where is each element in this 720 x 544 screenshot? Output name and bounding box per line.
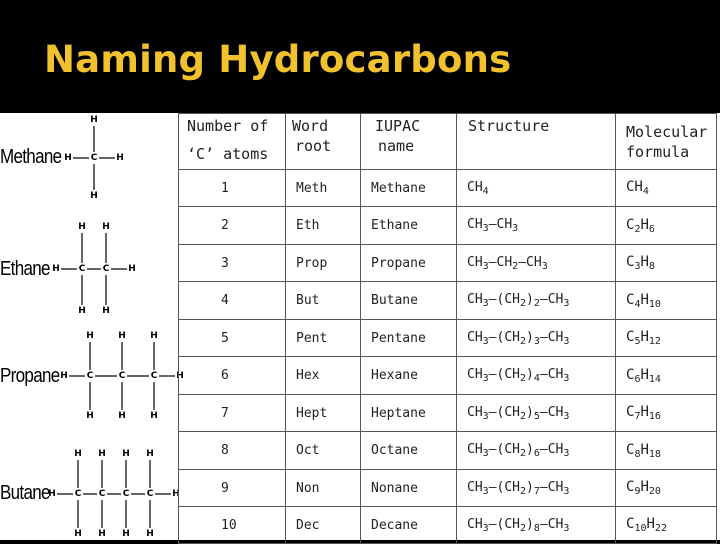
structure-cell: $CH_3—(CH_2)_3—CH_3$ (457, 320, 616, 357)
hydrogen-atom: H (52, 264, 60, 274)
carbon-atom: C (146, 489, 154, 499)
carbon-count-cell: 2 (179, 207, 286, 245)
methane-structure (0, 113, 178, 213)
hydrogen-atom: H (176, 371, 184, 381)
hydrogen-atom: H (128, 264, 136, 274)
word-root-cell: Eth (286, 207, 361, 245)
iupac-name-cell: Heptane (361, 395, 457, 432)
molecular-formula-cell: $C_3H_8$ (616, 245, 717, 282)
carbon-count-cell: 1 (179, 170, 286, 207)
carbon-atom: C (90, 153, 98, 163)
structure-cell: $CH_3—CH_3$ (457, 207, 616, 245)
page-title: Naming Hydrocarbons (44, 38, 512, 81)
header-formula (616, 114, 717, 170)
structure-cell: $CH_3—(CH_2)_8—CH_3$ (457, 507, 616, 544)
structure-cell: $CH_3—(CH_2)_6—CH_3$ (457, 432, 616, 470)
word-root-cell: Hept (286, 395, 361, 432)
header-iupac-line2: name (378, 137, 415, 155)
hydrogen-atom: H (172, 489, 180, 499)
hydrogen-atom: H (150, 331, 158, 341)
ethane-structure (0, 213, 178, 323)
header-carbons (179, 114, 286, 170)
table-row (179, 207, 717, 245)
molecular-formula-cell: $C_8H_{18}$ (616, 432, 717, 470)
word-root-cell: Meth (286, 170, 361, 207)
table-row (179, 432, 717, 470)
word-root-cell: Non (286, 470, 361, 507)
table-row (179, 282, 717, 320)
molecule-name-ethane: Ethane (0, 258, 50, 280)
molecular-formula-cell: $C_6H_{14}$ (616, 357, 717, 395)
structure-cell: $CH_3—(CH_2)_4—CH_3$ (457, 357, 616, 395)
iupac-name-cell: Methane (361, 170, 457, 207)
table-row (179, 357, 717, 395)
structure-cell: $CH_3—(CH_2)_5—CH_3$ (457, 395, 616, 432)
table-row (179, 245, 717, 282)
header-structure (457, 114, 616, 170)
molecule-name-butane: Butane (0, 482, 50, 504)
propane-structure (0, 323, 184, 438)
table-row (179, 170, 717, 207)
hydrogen-atom: H (86, 411, 94, 421)
hydrogen-atom: H (98, 529, 106, 539)
iupac-name-cell: Hexane (361, 357, 457, 395)
molecular-formula-cell: $C_{10}H_{22}$ (616, 507, 717, 544)
header-carbons-line2: ‘C’ atoms (187, 145, 269, 163)
table-row (179, 320, 717, 357)
structure-cell: $CH_4$ (457, 170, 616, 207)
hydrogen-atom: H (74, 449, 82, 459)
iupac-name-cell: Octane (361, 432, 457, 470)
word-root-cell: Dec (286, 507, 361, 544)
header-formula-line2: formula (626, 143, 690, 161)
molecular-formula-cell: $CH_4$ (616, 170, 717, 207)
carbon-atom: C (150, 371, 158, 381)
carbon-count-cell: 9 (179, 470, 286, 507)
hydrogen-atom: H (90, 115, 98, 125)
molecule-name-methane: Methane (0, 146, 62, 168)
iupac-name-cell: Butane (361, 282, 457, 320)
word-root-cell: Hex (286, 357, 361, 395)
butane-structure (0, 438, 178, 540)
header-formula-line1: Molecular (626, 123, 708, 141)
table-row (179, 395, 717, 432)
carbon-atom: C (122, 489, 130, 499)
hydrogen-atom: H (86, 331, 94, 341)
molecule-name-propane: Propane (0, 365, 60, 387)
molecular-formula-cell: $C_5H_{12}$ (616, 320, 717, 357)
molecular-formula-cell: $C_2H_6$ (616, 207, 717, 245)
hydrogen-atom: H (118, 411, 126, 421)
hydrogen-atom: H (78, 306, 86, 316)
carbon-atom: C (98, 489, 106, 499)
carbon-count-cell: 3 (179, 245, 286, 282)
table-header-row (179, 114, 717, 170)
structural-formulas (0, 113, 184, 540)
header-root-line2: root (295, 137, 332, 155)
carbon-atom: C (118, 371, 126, 381)
table-row (179, 470, 717, 507)
hydrogen-atom: H (60, 371, 68, 381)
iupac-name-cell: Ethane (361, 207, 457, 245)
iupac-name-cell: Pentane (361, 320, 457, 357)
word-root-cell: Pent (286, 320, 361, 357)
word-root-cell: But (286, 282, 361, 320)
carbon-atom: C (86, 371, 94, 381)
carbon-count-cell: 5 (179, 320, 286, 357)
word-root-cell: Prop (286, 245, 361, 282)
hydrogen-atom: H (146, 449, 154, 459)
carbon-atom: C (78, 264, 86, 274)
hydrogen-atom: H (118, 331, 126, 341)
carbon-count-cell: 6 (179, 357, 286, 395)
header-root-line1: Word (292, 117, 329, 135)
iupac-name-cell: Decane (361, 507, 457, 544)
hydrogen-atom: H (90, 191, 98, 201)
hydrogen-atom: H (122, 449, 130, 459)
header-iupac (361, 114, 457, 170)
iupac-name-cell: Propane (361, 245, 457, 282)
structure-cell: $CH_3—CH_2—CH_3$ (457, 245, 616, 282)
molecular-formula-cell: $C_4H_{10}$ (616, 282, 717, 320)
hydrogen-atom: H (102, 306, 110, 316)
hydrogen-atom: H (150, 411, 158, 421)
iupac-name-cell: Nonane (361, 470, 457, 507)
hydrogen-atom: H (74, 529, 82, 539)
carbon-atom: C (102, 264, 110, 274)
structure-cell: $CH_3—(CH_2)_2—CH_3$ (457, 282, 616, 320)
carbon-count-cell: 7 (179, 395, 286, 432)
header-carbons-line1: Number of (187, 117, 269, 135)
header-root (286, 114, 361, 170)
carbon-count-cell: 4 (179, 282, 286, 320)
hydrogen-atom: H (122, 529, 130, 539)
hydrogen-atom: H (146, 529, 154, 539)
hydrogen-atom: H (78, 222, 86, 232)
carbon-count-cell: 8 (179, 432, 286, 470)
molecular-formula-cell: $C_7H_{16}$ (616, 395, 717, 432)
molecular-formula-cell: $C_9H_{20}$ (616, 470, 717, 507)
hydrogen-atom: H (64, 153, 72, 163)
hydrogen-atom: H (48, 489, 56, 499)
hydrocarbon-table (178, 113, 717, 544)
header-iupac-line1: IUPAC (375, 117, 421, 135)
word-root-cell: Oct (286, 432, 361, 470)
hydrogen-atom: H (116, 153, 124, 163)
content-panel (0, 113, 720, 540)
carbon-count-cell: 10 (179, 507, 286, 544)
hydrogen-atom: H (98, 449, 106, 459)
structure-cell: $CH_3—(CH_2)_7—CH_3$ (457, 470, 616, 507)
table-row (179, 507, 717, 544)
carbon-atom: C (74, 489, 82, 499)
header-structure-label: Structure (468, 117, 550, 135)
hydrogen-atom: H (102, 222, 110, 232)
